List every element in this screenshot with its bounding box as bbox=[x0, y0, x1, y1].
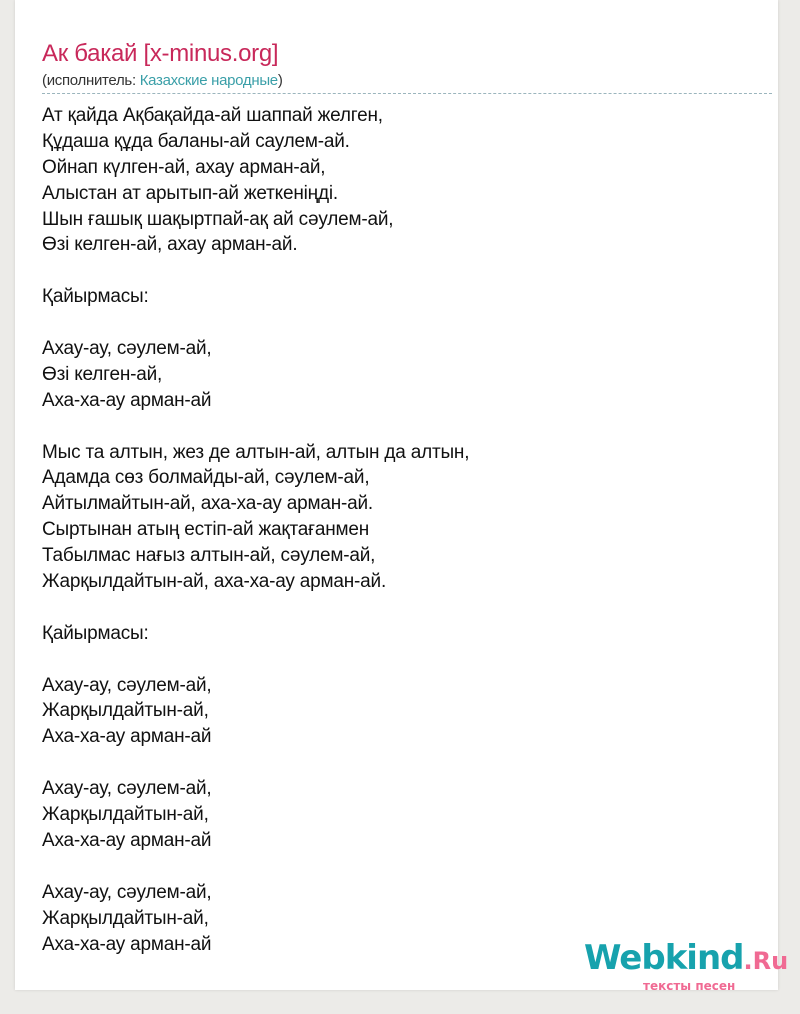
lyric-line: Ахау-ау, сәулем-ай, bbox=[42, 338, 212, 360]
lyric-line: Жарқылдайтын-ай, аха-ха-ау арман-ай. bbox=[42, 571, 387, 593]
lyrics-card bbox=[15, 0, 778, 990]
lyric-line bbox=[42, 310, 469, 336]
lyric-line: Адамда сөз болмайды-ай, сәулем-ай, bbox=[42, 467, 370, 489]
lyric-line: Аха-ха-ау арман-ай bbox=[42, 933, 212, 955]
logo-tagline: тексты песен bbox=[643, 979, 736, 993]
lyric-line: Табылмас нағыз алтын-ай, сәулем-ай, bbox=[42, 545, 376, 567]
lyric-line: Ойнап күлген-ай, ахау арман-ай, bbox=[42, 156, 326, 178]
song-title: Ак бакай [x-minus.org] bbox=[42, 40, 279, 67]
artist-line bbox=[42, 72, 283, 90]
lyric-line: Сыртынан атың естіп-ай жақтағанмен bbox=[42, 519, 370, 541]
lyric-line: Мыс та алтын, жез де алтын-ай, алтын да алтын, bbox=[42, 441, 470, 463]
lyric-line bbox=[42, 647, 469, 673]
lyric-line bbox=[42, 258, 469, 284]
artist-prefix: (исполнитель: bbox=[42, 72, 140, 89]
webkind-logo[interactable] bbox=[584, 938, 789, 1008]
divider bbox=[42, 93, 772, 94]
lyric-line bbox=[42, 854, 469, 880]
lyric-line bbox=[42, 414, 469, 440]
lyric-line: Ахау-ау, сәулем-ай, bbox=[42, 778, 212, 800]
lyric-line: Қайырмасы: bbox=[42, 286, 149, 308]
lyric-line bbox=[42, 750, 469, 776]
lyric-line: Ахау-ау, сәулем-ай, bbox=[42, 674, 212, 696]
lyric-line: Айтылмайтын-ай, аха-ха-ау арман-ай. bbox=[42, 493, 373, 515]
lyric-line: Құдаша құда баланы-ай саулем-ай. bbox=[42, 130, 350, 152]
lyric-line: Қайырмасы: bbox=[42, 622, 149, 644]
lyric-line: Ат қайда Ақбақайда-ай шаппай желген, bbox=[42, 105, 383, 126]
artist-suffix: ) bbox=[277, 72, 283, 89]
lyric-line: Аха-ха-ау арман-ай bbox=[42, 726, 212, 748]
lyric-line: Алыстан ат арытып-ай жеткеніңді. bbox=[42, 182, 338, 204]
artist-link[interactable]: Казахские народные bbox=[139, 72, 278, 89]
lyric-line: Аха-ха-ау арман-ай bbox=[42, 829, 212, 851]
lyrics-text bbox=[42, 103, 469, 957]
lyric-line: Жарқылдайтын-ай, bbox=[42, 804, 209, 826]
lyric-line: Жарқылдайтын-ай, bbox=[42, 700, 209, 722]
lyric-line bbox=[42, 595, 469, 621]
lyric-line: Өзі келген-ай, ахау арман-ай. bbox=[42, 234, 298, 256]
logo-main: Webkind bbox=[584, 938, 744, 978]
lyric-line: Өзі келген-ай, bbox=[42, 363, 163, 385]
lyric-line: Аха-ха-ау арман-ай bbox=[42, 389, 212, 411]
logo-tld: .Ru bbox=[743, 947, 789, 975]
lyric-line: Жарқылдайтын-ай, bbox=[42, 907, 209, 929]
logo-wordmark bbox=[584, 938, 789, 978]
lyric-line: Ахау-ау, сәулем-ай, bbox=[42, 881, 212, 903]
lyric-line: Шын ғашық шақыртпай-ақ ай сәулем-ай, bbox=[42, 208, 394, 230]
